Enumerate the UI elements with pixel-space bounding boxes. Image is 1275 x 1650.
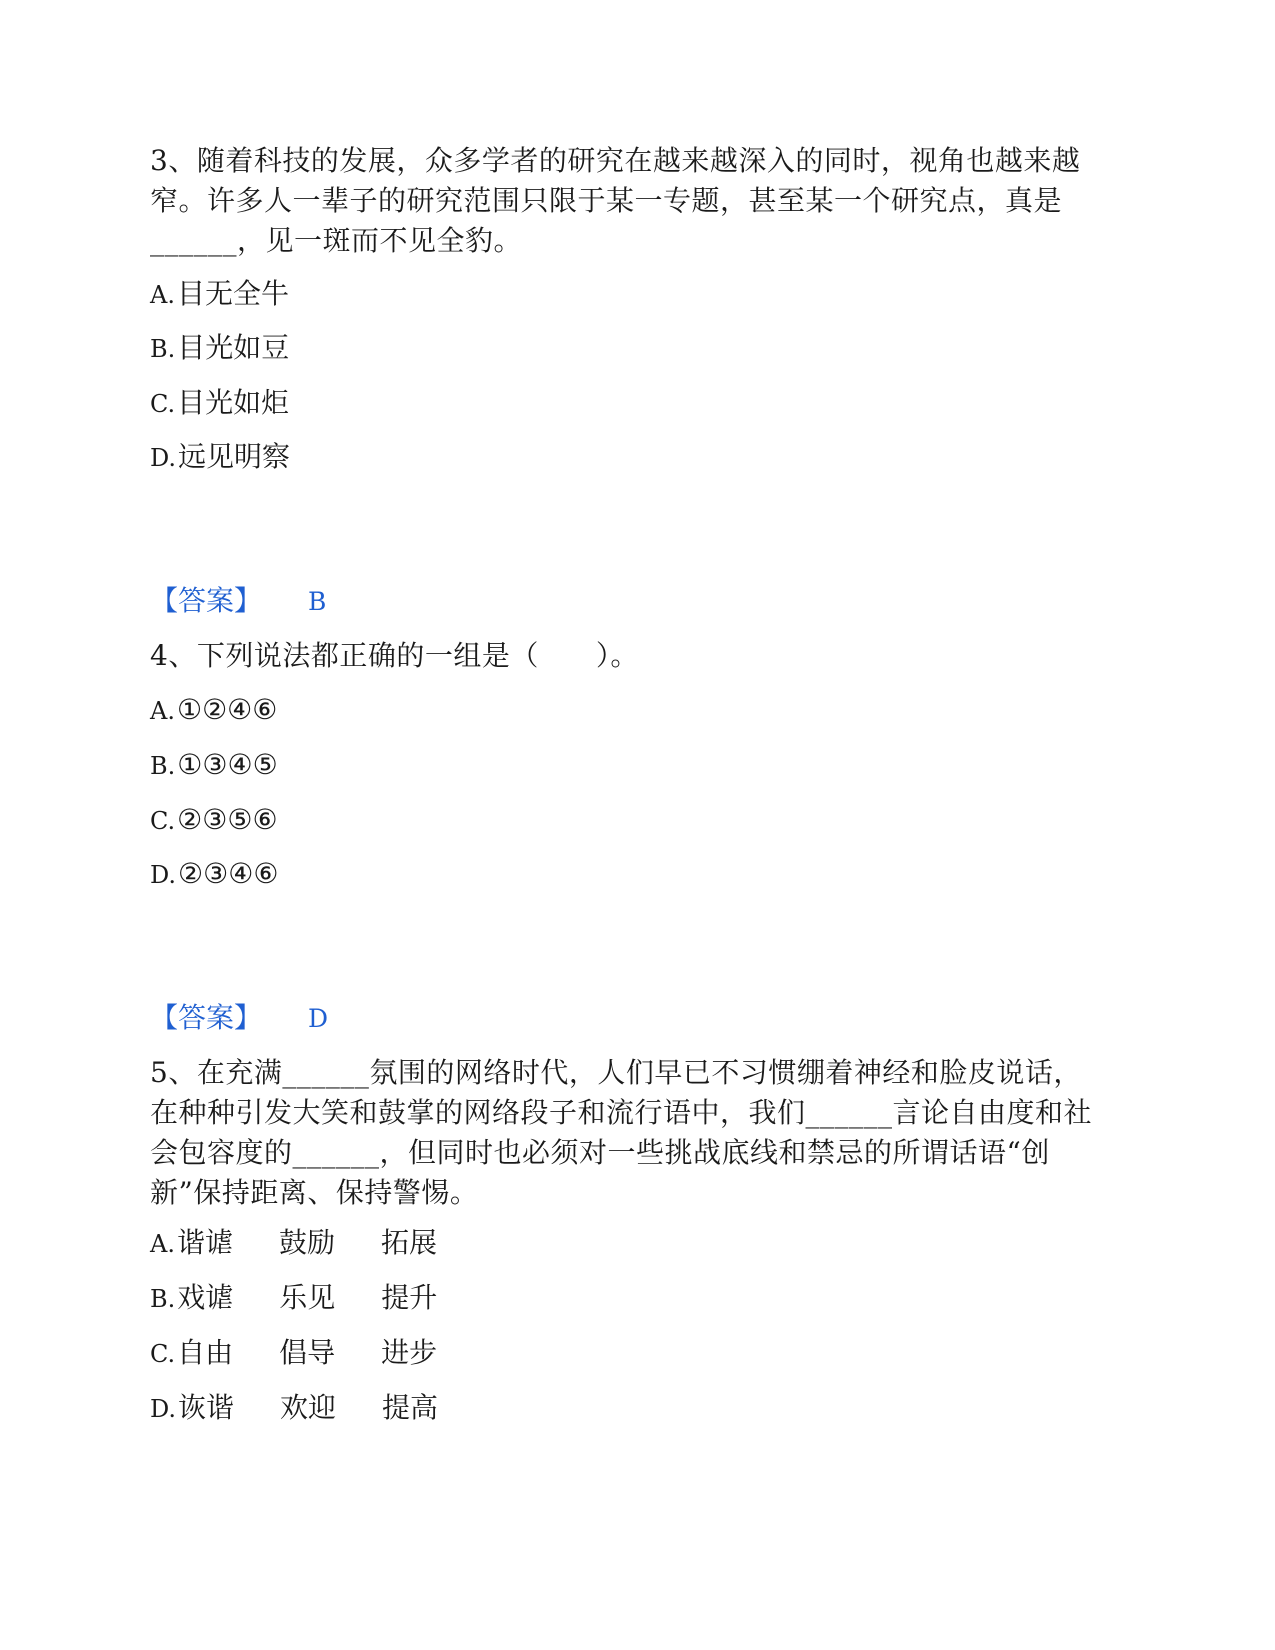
option-letter: A.: [150, 697, 175, 725]
option-letter: A.: [150, 281, 175, 309]
option-word-1: 诙谐: [178, 1391, 235, 1424]
option-letter: A.: [150, 1230, 175, 1258]
question-4-option-b: [150, 745, 278, 786]
option-text: ②③④⑥: [178, 857, 279, 890]
question-3-option-b: [150, 328, 289, 369]
option-letter: B.: [150, 335, 176, 363]
answer-value: D: [308, 1004, 329, 1033]
option-word-2: 倡导: [279, 1336, 336, 1369]
question-3-text: 3、随着科技的发展，众多学者的研究在越来越深入的同时，视角也越来越窄。许多人一辈子的研究范围只限于某一专题，甚至某一个研究点，真是______，见一斑而不见全豹。: [150, 144, 1081, 257]
option-text: 目光如炬: [177, 386, 290, 419]
option-text: 目光如豆: [177, 331, 290, 364]
option-word-3: 提高: [382, 1391, 439, 1424]
option-text: ①③④⑤: [177, 748, 278, 781]
option-text: 目无全牛: [176, 277, 289, 310]
option-text: ①②④⑥: [176, 693, 278, 726]
question-5-option-a: [150, 1223, 483, 1264]
option-letter: B.: [150, 1285, 176, 1313]
option-letter: D.: [150, 1395, 177, 1423]
question-4-option-c: [150, 800, 278, 841]
question-3-option-d: [150, 437, 290, 478]
option-letter: D.: [150, 861, 177, 889]
option-word-3: 拓展: [380, 1226, 437, 1259]
option-word-1: 自由: [177, 1336, 234, 1369]
option-word-1: 谐谑: [176, 1226, 233, 1259]
answer-value: B: [308, 587, 327, 616]
question-3-answer: [150, 581, 326, 622]
question-4-answer: [150, 998, 328, 1039]
question-5-option-b: [150, 1278, 483, 1319]
question-3-option-a: [150, 274, 289, 315]
option-word-2: 欢迎: [280, 1391, 337, 1424]
option-letter: C.: [150, 1340, 176, 1368]
option-word-3: 提升: [381, 1281, 438, 1314]
option-letter: C.: [150, 390, 176, 418]
option-letter: C.: [150, 807, 176, 835]
option-word-2: 乐见: [279, 1281, 336, 1314]
option-letter: B.: [150, 752, 176, 780]
option-text: 远见明察: [178, 440, 291, 473]
question-4-option-a: [150, 690, 277, 731]
question-4-text: 4、下列说法都正确的一组是（ ）。: [150, 639, 639, 672]
answer-label: 【答案】: [150, 1001, 263, 1034]
question-5-option-c: [150, 1333, 483, 1374]
option-word-1: 戏谑: [177, 1281, 234, 1314]
question-4-option-d: [150, 854, 278, 895]
question-3-option-c: [150, 383, 289, 424]
question-5-option-d: [150, 1388, 484, 1429]
option-text: ②③⑤⑥: [177, 803, 278, 836]
answer-label: 【答案】: [150, 584, 263, 617]
question-5-text: 5、在充满______氛围的网络时代，人们早已不习惯绷着神经和脸皮说话，在种种引发大笑和鼓掌的网络段子和流行语中，我们______言论自由度和社会包容度的______，但同时也必须对一些挑战底线和禁忌的所谓话语“创新”保持距离、保持警惕。: [150, 1056, 1093, 1209]
option-word-3: 进步: [381, 1336, 438, 1369]
option-word-2: 鼓励: [278, 1226, 335, 1259]
option-letter: D.: [150, 444, 177, 472]
